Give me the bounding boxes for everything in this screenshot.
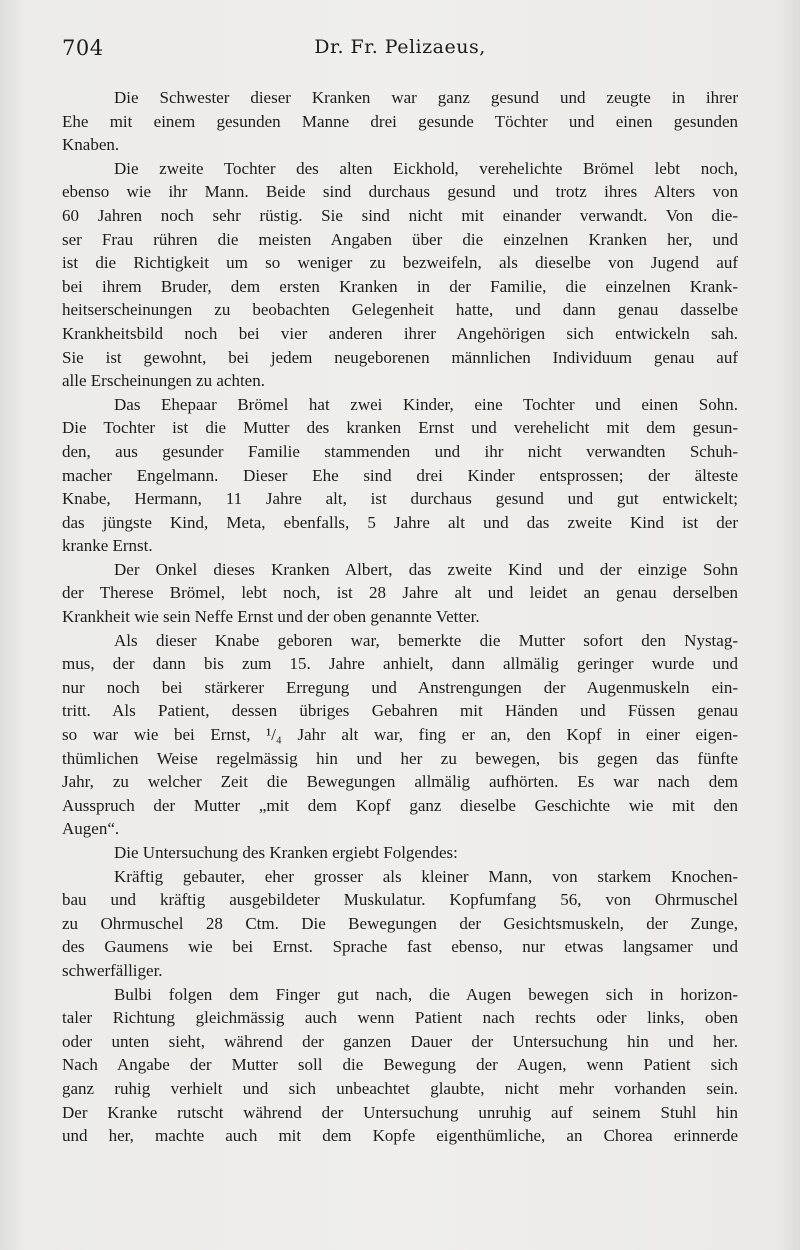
text-line: bei ihrem Bruder, dem ersten Kranken in der Familie, die einzelnen Krank- [62,276,738,296]
page-number: 704 [62,36,104,60]
text-line: Ehe mit einem gesunden Manne drei gesunde Töchter und einen gesunden [62,111,738,131]
text-line: Jahr, zu welcher Zeit die Bewegungen allmälig aufhörten. Es war nach dem [62,772,738,792]
text-line: zu Ohrmuschel 28 Ctm. Die Bewegungen der Gesichtsmuskeln, der Zunge, [62,913,738,933]
text-line: schwerfälliger. [62,960,163,980]
text-line: Knaben. [62,135,120,155]
text-line: und her, machte auch mit dem Kopfe eigenthümliche, an Chorea erinnerde [62,1126,738,1146]
text-line: Bulbi folgen dem Finger gut nach, die Augen bewegen sich in horizon- [114,984,738,1004]
text-line: nur noch bei stärkerer Erregung und Anstrengungen der Augenmuskeln ein- [62,677,738,697]
text-line: ser Frau rühren die meisten Angaben über die einzelnen Kranken her, und [62,229,738,249]
text-line: Krankheit wie sein Neffe Ernst und der oben genannte Vetter. [62,607,480,627]
text-line: 60 Jahren noch sehr rüstig. Sie sind nicht mit einander verwandt. Von die- [62,205,738,225]
body-text [62,86,738,1148]
text-line: Die zweite Tochter des alten Eickhold, verehelichte Brömel lebt noch, [114,158,738,178]
text-line: Die Schwester dieser Kranken war ganz gesund und zeugte in ihrer [114,88,738,107]
text-line: ganz ruhig verhielt und sich unbeachtet glaubte, nicht mehr vorhanden sein. [62,1078,738,1098]
text-line: heitserscheinungen zu beobachten Gelegenheit hatte, und dann genau dasselbe [62,300,738,320]
running-head: Dr. Fr. Pelizaeus, [314,36,486,58]
text-line: Nach Angabe der Mutter soll die Bewegung der Augen, wenn Patient sich [62,1055,738,1075]
text-line: Die Tochter ist die Mutter des kranken Ernst und verehelicht mit dem gesun- [62,418,738,438]
text-line: ebenso wie ihr Mann. Beide sind durchaus gesund und trotz ihres Alters von [62,182,738,202]
text-line: Augen“. [62,819,120,839]
text-line: Die Untersuchung des Kranken ergiebt Folgendes: [114,843,458,862]
text-line: Ausspruch der Mutter „mit dem Kopf ganz dieselbe Geschichte wie mit den [62,795,738,815]
text-line: Der Kranke rutscht während der Untersuchung unruhig auf seinem Stuhl hin [62,1102,738,1122]
text-line: Sie ist gewohnt, bei jedem neugeborenen männlichen Individuum genau auf [62,347,738,367]
text-line: Krankheitsbild noch bei vier anderen ihrer Angehörigen sich entwickeln sah. [62,323,738,343]
text-line: bau und kräftig ausgebildeter Muskulatur. Kopfumfang 56, von Ohrmuschel [62,890,738,910]
text-line: tritt. Als Patient, dessen übriges Gebahren mit Händen und Füssen genau [62,701,738,721]
text-line: Knabe, Hermann, 11 Jahre alt, ist durchaus gesund und gut entwickelt; [62,489,738,509]
text-line: kranke Ernst. [62,536,153,556]
text-line: alle Erscheinungen zu achten. [62,371,265,391]
text-line: oder unten sieht, während der ganzen Dauer der Untersuchung hin und her. [62,1031,738,1051]
text-line: so war wie bei Ernst, ¹/₄ Jahr alt war, fing er an, den Kopf in einer eigen- [62,725,738,745]
text-line: Das Ehepaar Brömel hat zwei Kinder, eine Tochter und einen Sohn. [114,394,738,414]
text-line: das jüngste Kind, Meta, ebenfalls, 5 Jahre alt und das zweite Kind ist der [62,512,738,532]
text-line: mus, der dann bis zum 15. Jahre anhielt, dann allmälig geringer wurde und [62,654,738,674]
text-line: macher Engelmann. Dieser Ehe sind drei Kinder entsprossen; der älteste [62,465,738,485]
text-line: des Gaumens wie bei Ernst. Sprache fast ebenso, nur etwas langsamer und [62,937,738,957]
text-line: Als dieser Knabe geboren war, bemerkte die Mutter sofort den Nystag- [114,630,738,650]
text-line: ist die Richtigkeit um so weniger zu bezweifeln, als dieselbe von Jugend auf [62,253,738,273]
text-line: der Therese Brömel, lebt noch, ist 28 Jahre alt und leidet an genau derselben [62,583,738,603]
text-line: taler Richtung gleichmässig auch wenn Patient nach rechts oder links, oben [62,1008,738,1028]
text-line: den, aus gesunder Familie stammenden und ihr nicht verwandten Schuh- [62,441,738,461]
text-line: Der Onkel dieses Kranken Albert, das zweite Kind und der einzige Sohn [114,559,738,579]
text-line: Kräftig gebauter, eher grosser als kleiner Mann, von starkem Knochen- [114,866,738,886]
page-header [62,36,738,66]
text-line: thümlichen Weise regelmässig hin und her zu bewegen, bis gegen das fünfte [62,748,738,768]
